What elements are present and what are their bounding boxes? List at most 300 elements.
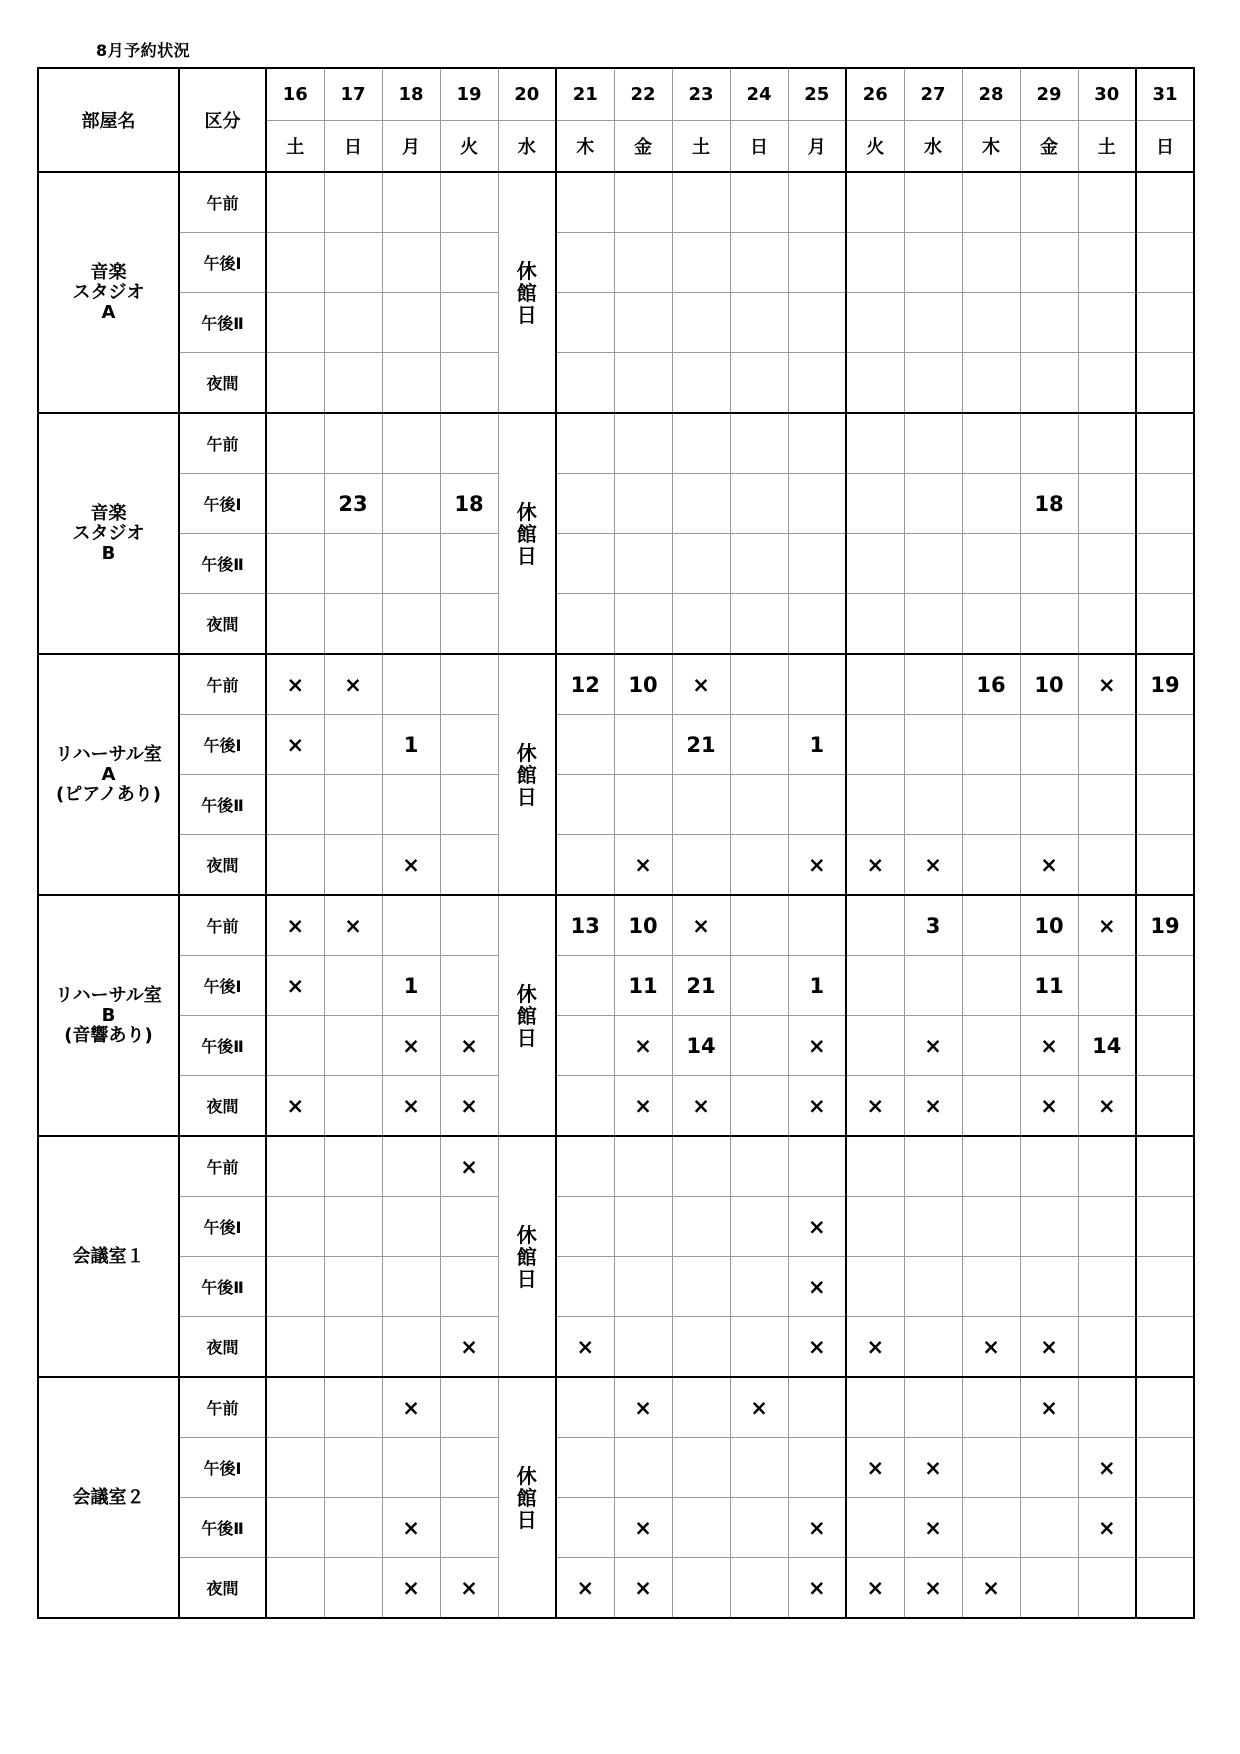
reservation-cell bbox=[904, 353, 962, 414]
reservation-cell: 21 bbox=[672, 956, 730, 1016]
slot-label: 午後Ⅱ bbox=[179, 1498, 266, 1558]
reservation-cell: × bbox=[266, 654, 324, 715]
reservation-cell bbox=[904, 413, 962, 474]
reservation-cell bbox=[1136, 534, 1194, 594]
reservation-cell bbox=[324, 775, 382, 835]
reservation-cell bbox=[788, 654, 846, 715]
reservation-cell bbox=[962, 1197, 1020, 1257]
room-column-header: 部屋名 bbox=[38, 68, 179, 172]
reservation-cell bbox=[324, 293, 382, 353]
reservation-cell bbox=[962, 1136, 1020, 1197]
reservation-cell: × bbox=[904, 1558, 962, 1619]
reservation-cell bbox=[788, 293, 846, 353]
reservation-cell bbox=[266, 172, 324, 233]
reservation-cell: × bbox=[788, 1257, 846, 1317]
weekday-header: 月 bbox=[382, 121, 440, 173]
reservation-cell: × bbox=[1020, 1377, 1078, 1438]
reservation-cell bbox=[324, 534, 382, 594]
reservation-cell: 12 bbox=[556, 654, 614, 715]
reservation-cell bbox=[1020, 233, 1078, 293]
reservation-cell bbox=[962, 956, 1020, 1016]
reservation-cell bbox=[266, 474, 324, 534]
reservation-cell bbox=[788, 775, 846, 835]
table-row bbox=[38, 1136, 1194, 1197]
reservation-cell bbox=[614, 413, 672, 474]
table-row bbox=[38, 413, 1194, 474]
reservation-cell bbox=[556, 1438, 614, 1498]
table-row bbox=[38, 1197, 1194, 1257]
page-title: 8月予約状況 bbox=[96, 41, 191, 60]
reservation-cell bbox=[672, 594, 730, 655]
reservation-cell bbox=[1136, 474, 1194, 534]
reservation-cell: 14 bbox=[1078, 1016, 1136, 1076]
reservation-cell bbox=[266, 1558, 324, 1619]
reservation-cell bbox=[382, 1317, 440, 1378]
reservation-cell bbox=[556, 1197, 614, 1257]
reservation-cell bbox=[266, 1257, 324, 1317]
reservation-cell: 1 bbox=[788, 956, 846, 1016]
weekday-header: 水 bbox=[904, 121, 962, 173]
reservation-cell bbox=[266, 1197, 324, 1257]
weekday-header: 土 bbox=[672, 121, 730, 173]
closed-day-cell bbox=[498, 1136, 556, 1377]
reservation-cell bbox=[266, 1136, 324, 1197]
reservation-cell bbox=[324, 1498, 382, 1558]
weekday-header: 火 bbox=[440, 121, 498, 173]
table-row bbox=[38, 1257, 1194, 1317]
reservation-cell bbox=[1136, 293, 1194, 353]
reservation-cell: × bbox=[672, 1076, 730, 1137]
room-name: 会議室２ bbox=[72, 1486, 145, 1508]
reservation-cell bbox=[962, 1498, 1020, 1558]
reservation-cell bbox=[788, 233, 846, 293]
table-row bbox=[38, 172, 1194, 233]
closed-day-cell bbox=[498, 172, 556, 413]
date-header: 21 bbox=[556, 68, 614, 121]
reservation-cell bbox=[440, 293, 498, 353]
table-row bbox=[38, 1438, 1194, 1498]
reservation-cell bbox=[324, 1016, 382, 1076]
reservation-cell bbox=[556, 775, 614, 835]
reservation-cell bbox=[672, 1197, 730, 1257]
closed-day-label: 休館日 bbox=[516, 499, 537, 568]
reservation-cell: × bbox=[962, 1317, 1020, 1378]
reservation-cell bbox=[266, 1016, 324, 1076]
reservation-cell bbox=[962, 233, 1020, 293]
reservation-cell: × bbox=[1078, 1498, 1136, 1558]
slot-label: 午前 bbox=[179, 1377, 266, 1438]
slot-label: 午前 bbox=[179, 1136, 266, 1197]
reservation-cell bbox=[1136, 835, 1194, 896]
reservation-cell bbox=[672, 1317, 730, 1378]
reservation-cell bbox=[382, 1197, 440, 1257]
reservation-cell bbox=[1136, 1257, 1194, 1317]
table-row bbox=[38, 1076, 1194, 1137]
reservation-cell bbox=[614, 172, 672, 233]
reservation-cell bbox=[440, 1438, 498, 1498]
reservation-cell bbox=[672, 413, 730, 474]
reservation-cell: × bbox=[904, 1076, 962, 1137]
slot-column-header: 区分 bbox=[179, 68, 266, 172]
reservation-cell: × bbox=[614, 1076, 672, 1137]
reservation-cell bbox=[556, 293, 614, 353]
reservation-cell bbox=[904, 1377, 962, 1438]
reservation-cell bbox=[962, 1377, 1020, 1438]
reservation-cell bbox=[788, 534, 846, 594]
reservation-cell: × bbox=[1078, 654, 1136, 715]
reservation-cell bbox=[1136, 1317, 1194, 1378]
reservation-cell bbox=[614, 1317, 672, 1378]
reservation-cell: × bbox=[324, 895, 382, 956]
reservation-cell bbox=[730, 654, 788, 715]
table-row bbox=[38, 956, 1194, 1016]
reservation-cell bbox=[962, 1438, 1020, 1498]
reservation-cell bbox=[730, 233, 788, 293]
reservation-cell bbox=[440, 1498, 498, 1558]
table-row bbox=[38, 353, 1194, 414]
reservation-cell bbox=[672, 775, 730, 835]
reservation-cell: × bbox=[1078, 1076, 1136, 1137]
reservation-cell: × bbox=[904, 835, 962, 896]
reservation-cell bbox=[1078, 1317, 1136, 1378]
reservation-cell bbox=[266, 1438, 324, 1498]
reservation-cell bbox=[324, 233, 382, 293]
reservation-cell bbox=[440, 413, 498, 474]
reservation-cell bbox=[614, 353, 672, 414]
reservation-cell bbox=[382, 293, 440, 353]
reservation-cell bbox=[324, 956, 382, 1016]
reservation-cell bbox=[730, 353, 788, 414]
reservation-cell bbox=[1020, 594, 1078, 655]
reservation-cell bbox=[904, 233, 962, 293]
weekday-header: 木 bbox=[556, 121, 614, 173]
reservation-cell bbox=[730, 594, 788, 655]
reservation-cell bbox=[614, 534, 672, 594]
reservation-cell: 3 bbox=[904, 895, 962, 956]
reservation-cell: × bbox=[266, 895, 324, 956]
reservation-cell bbox=[846, 594, 904, 655]
reservation-cell: × bbox=[846, 835, 904, 896]
reservation-cell: × bbox=[556, 1558, 614, 1619]
reservation-cell bbox=[962, 293, 1020, 353]
reservation-cell bbox=[788, 474, 846, 534]
reservation-cell: × bbox=[962, 1558, 1020, 1619]
reservation-cell bbox=[440, 715, 498, 775]
reservation-cell bbox=[266, 353, 324, 414]
reservation-cell: × bbox=[324, 654, 382, 715]
reservation-cell bbox=[904, 715, 962, 775]
reservation-cell: × bbox=[266, 1076, 324, 1137]
reservation-cell bbox=[1136, 1076, 1194, 1137]
date-header: 30 bbox=[1078, 68, 1136, 121]
table-row bbox=[38, 1317, 1194, 1378]
reservation-cell bbox=[556, 1257, 614, 1317]
reservation-cell bbox=[382, 1136, 440, 1197]
reservation-cell bbox=[730, 413, 788, 474]
reservation-cell bbox=[1020, 353, 1078, 414]
slot-label: 夜間 bbox=[179, 1076, 266, 1137]
reservation-cell bbox=[556, 534, 614, 594]
reservation-cell bbox=[266, 1498, 324, 1558]
reservation-cell bbox=[556, 1498, 614, 1558]
reservation-cell bbox=[904, 1136, 962, 1197]
reservation-cell bbox=[962, 895, 1020, 956]
reservation-cell bbox=[556, 1076, 614, 1137]
reservation-cell bbox=[266, 413, 324, 474]
reservation-cell: × bbox=[266, 956, 324, 1016]
reservation-cell bbox=[556, 835, 614, 896]
reservation-cell bbox=[1078, 233, 1136, 293]
reservation-cell bbox=[266, 293, 324, 353]
reservation-cell bbox=[672, 1136, 730, 1197]
slot-label: 午後Ⅰ bbox=[179, 1197, 266, 1257]
reservation-cell: × bbox=[440, 1317, 498, 1378]
reservation-cell bbox=[962, 775, 1020, 835]
reservation-cell bbox=[904, 474, 962, 534]
reservation-cell bbox=[440, 172, 498, 233]
reservation-cell bbox=[324, 1377, 382, 1438]
reservation-cell bbox=[1136, 1197, 1194, 1257]
reservation-cell bbox=[846, 172, 904, 233]
reservation-cell bbox=[556, 474, 614, 534]
reservation-cell bbox=[1020, 534, 1078, 594]
reservation-cell bbox=[1136, 1558, 1194, 1619]
slot-label: 夜間 bbox=[179, 835, 266, 896]
reservation-cell: × bbox=[614, 1558, 672, 1619]
reservation-cell bbox=[788, 1136, 846, 1197]
reservation-cell bbox=[1136, 715, 1194, 775]
reservation-cell bbox=[672, 534, 730, 594]
reservation-cell bbox=[672, 1498, 730, 1558]
reservation-cell bbox=[382, 534, 440, 594]
reservation-cell bbox=[1136, 413, 1194, 474]
reservation-cell bbox=[846, 1498, 904, 1558]
reservation-cell: × bbox=[1020, 1076, 1078, 1137]
reservation-cell bbox=[324, 1076, 382, 1137]
reservation-cell: × bbox=[846, 1558, 904, 1619]
slot-label: 夜間 bbox=[179, 353, 266, 414]
reservation-cell: × bbox=[614, 1498, 672, 1558]
date-header: 23 bbox=[672, 68, 730, 121]
table-row bbox=[38, 293, 1194, 353]
reservation-cell bbox=[556, 353, 614, 414]
reservation-cell: × bbox=[556, 1317, 614, 1378]
room-name: リハーサル室 A (ピアノあり) bbox=[55, 743, 162, 805]
reservation-cell bbox=[440, 956, 498, 1016]
slot-label: 午後Ⅰ bbox=[179, 233, 266, 293]
weekday-header: 木 bbox=[962, 121, 1020, 173]
reservation-cell bbox=[962, 715, 1020, 775]
reservation-cell bbox=[672, 1558, 730, 1619]
weekday-header: 火 bbox=[846, 121, 904, 173]
table-row bbox=[38, 654, 1194, 715]
reservation-cell bbox=[324, 1558, 382, 1619]
reservation-cell bbox=[382, 474, 440, 534]
reservation-cell bbox=[962, 594, 1020, 655]
reservation-cell: × bbox=[382, 1377, 440, 1438]
reservation-cell bbox=[1078, 715, 1136, 775]
closed-day-cell bbox=[498, 413, 556, 654]
reservation-cell bbox=[846, 534, 904, 594]
closed-day-label: 休館日 bbox=[516, 740, 537, 809]
reservation-cell: 19 bbox=[1136, 895, 1194, 956]
reservation-cell: 13 bbox=[556, 895, 614, 956]
reservation-cell: 10 bbox=[1020, 895, 1078, 956]
reservation-cell bbox=[440, 654, 498, 715]
reservation-cell bbox=[1078, 353, 1136, 414]
reservation-cell bbox=[1078, 1197, 1136, 1257]
reservation-cell bbox=[382, 895, 440, 956]
reservation-cell bbox=[1020, 1498, 1078, 1558]
table-row bbox=[38, 534, 1194, 594]
reservation-cell bbox=[730, 1498, 788, 1558]
table-row bbox=[38, 594, 1194, 655]
reservation-cell bbox=[1136, 233, 1194, 293]
reservation-cell bbox=[1078, 1558, 1136, 1619]
reservation-cell bbox=[730, 1076, 788, 1137]
reservation-cell bbox=[904, 956, 962, 1016]
room-name: 会議室１ bbox=[72, 1245, 145, 1267]
reservation-cell: 11 bbox=[1020, 956, 1078, 1016]
reservation-cell: × bbox=[730, 1377, 788, 1438]
date-header: 20 bbox=[498, 68, 556, 121]
reservation-cell bbox=[846, 1257, 904, 1317]
slot-label: 午後Ⅰ bbox=[179, 715, 266, 775]
reservation-cell bbox=[846, 1016, 904, 1076]
reservation-cell bbox=[962, 835, 1020, 896]
reservation-cell bbox=[1078, 835, 1136, 896]
room-name: 音楽 スタジオ B bbox=[72, 502, 145, 564]
reservation-cell bbox=[962, 1076, 1020, 1137]
slot-label: 夜間 bbox=[179, 594, 266, 655]
slot-label: 夜間 bbox=[179, 1558, 266, 1619]
reservation-cell bbox=[440, 895, 498, 956]
reservation-cell: 18 bbox=[1020, 474, 1078, 534]
reservation-cell bbox=[1020, 413, 1078, 474]
reservation-cell: 10 bbox=[614, 654, 672, 715]
reservation-cell bbox=[266, 534, 324, 594]
table-row bbox=[38, 474, 1194, 534]
reservation-cell bbox=[382, 172, 440, 233]
reservation-cell bbox=[1020, 715, 1078, 775]
reservation-cell bbox=[730, 1558, 788, 1619]
reservation-cell bbox=[1136, 1377, 1194, 1438]
reservation-cell bbox=[846, 775, 904, 835]
reservation-table bbox=[37, 67, 1195, 1619]
reservation-cell: 23 bbox=[324, 474, 382, 534]
table-row bbox=[38, 1498, 1194, 1558]
table-row bbox=[38, 233, 1194, 293]
reservation-cell bbox=[730, 1317, 788, 1378]
reservation-cell: × bbox=[382, 1076, 440, 1137]
reservation-cell bbox=[1020, 1438, 1078, 1498]
reservation-cell bbox=[382, 775, 440, 835]
reservation-cell: 14 bbox=[672, 1016, 730, 1076]
reservation-cell bbox=[614, 1197, 672, 1257]
reservation-cell bbox=[614, 233, 672, 293]
reservation-cell: × bbox=[1078, 895, 1136, 956]
reservation-cell bbox=[266, 1317, 324, 1378]
slot-label: 午後Ⅱ bbox=[179, 1016, 266, 1076]
slot-label: 午前 bbox=[179, 172, 266, 233]
reservation-cell: 16 bbox=[962, 654, 1020, 715]
reservation-cell bbox=[788, 172, 846, 233]
reservation-cell bbox=[382, 1438, 440, 1498]
reservation-cell bbox=[556, 956, 614, 1016]
reservation-cell: × bbox=[904, 1016, 962, 1076]
reservation-cell bbox=[1136, 1136, 1194, 1197]
reservation-cell bbox=[962, 534, 1020, 594]
reservation-cell bbox=[556, 172, 614, 233]
slot-label: 午前 bbox=[179, 654, 266, 715]
reservation-cell bbox=[1136, 1498, 1194, 1558]
reservation-cell bbox=[788, 413, 846, 474]
reservation-cell: × bbox=[440, 1016, 498, 1076]
slot-label: 午後Ⅱ bbox=[179, 775, 266, 835]
reservation-cell bbox=[556, 233, 614, 293]
weekday-header: 金 bbox=[614, 121, 672, 173]
date-header: 19 bbox=[440, 68, 498, 121]
date-header: 22 bbox=[614, 68, 672, 121]
reservation-cell bbox=[672, 1377, 730, 1438]
reservation-cell: × bbox=[440, 1136, 498, 1197]
reservation-cell bbox=[440, 233, 498, 293]
reservation-cell bbox=[324, 1257, 382, 1317]
reservation-cell bbox=[730, 1016, 788, 1076]
table-row bbox=[38, 775, 1194, 835]
reservation-cell bbox=[904, 654, 962, 715]
reservation-cell bbox=[556, 1016, 614, 1076]
reservation-cell bbox=[730, 1197, 788, 1257]
reservation-cell bbox=[904, 293, 962, 353]
slot-label: 午後Ⅰ bbox=[179, 474, 266, 534]
room-name-cell bbox=[38, 895, 179, 1136]
reservation-cell bbox=[730, 474, 788, 534]
reservation-cell: 1 bbox=[382, 956, 440, 1016]
reservation-cell bbox=[846, 654, 904, 715]
reservation-cell: × bbox=[1020, 835, 1078, 896]
reservation-cell: × bbox=[614, 1377, 672, 1438]
reservation-cell: × bbox=[788, 1076, 846, 1137]
reservation-cell bbox=[440, 594, 498, 655]
reservation-cell bbox=[614, 1438, 672, 1498]
table-row bbox=[38, 715, 1194, 775]
reservation-cell bbox=[382, 233, 440, 293]
reservation-cell: × bbox=[1078, 1438, 1136, 1498]
reservation-cell bbox=[324, 1317, 382, 1378]
reservation-cell bbox=[324, 172, 382, 233]
reservation-cell bbox=[324, 1438, 382, 1498]
reservation-cell bbox=[1078, 172, 1136, 233]
weekday-header: 日 bbox=[1136, 121, 1194, 173]
reservation-cell bbox=[1078, 1377, 1136, 1438]
reservation-cell bbox=[614, 775, 672, 835]
reservation-cell bbox=[846, 353, 904, 414]
reservation-cell bbox=[1020, 775, 1078, 835]
reservation-cell bbox=[440, 534, 498, 594]
date-header: 16 bbox=[266, 68, 324, 121]
reservation-cell: × bbox=[904, 1498, 962, 1558]
reservation-cell bbox=[846, 1377, 904, 1438]
reservation-cell: × bbox=[788, 1317, 846, 1378]
reservation-cell bbox=[324, 1197, 382, 1257]
reservation-cell bbox=[440, 1377, 498, 1438]
reservation-cell bbox=[1078, 413, 1136, 474]
slot-label: 午後Ⅱ bbox=[179, 1257, 266, 1317]
reservation-cell bbox=[382, 594, 440, 655]
header-date-row bbox=[38, 68, 1194, 121]
reservation-cell bbox=[730, 1257, 788, 1317]
